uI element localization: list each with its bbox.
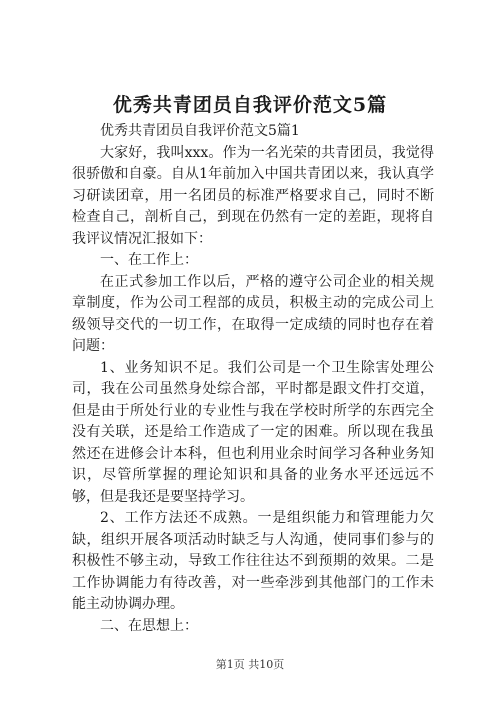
work-paragraph: 在正式参加工作以后，严格的遵守公司企业的相关规章制度，作为公司工程部的成员，积极主动的完成公司上级领导交代的一切工作，在取得一定成绩的同时也存在着问题： bbox=[72, 273, 434, 354]
point-1-paragraph: 1、业务知识不足。我们公司是一个卫生除害处理公司，我在公司虽然身处综合部，平时都是跟文件打交道，但是由于所处行业的专业性与我在学校时所学的东西完全没有关联，还是给工作造成了一定的困难。所以现在我虽然还在进修会计本科，但也利用业余时间学习各种业务知识，尽管所掌握的理论知识和具备的业务水平还远远不够，但是我还是要坚持学习。 bbox=[72, 359, 434, 505]
point-2-paragraph: 2、工作方法还不成熟。一是组织能力和管理能力欠缺，组织开展各项活动时缺乏与人沟通，使同事们参与的积极性不够主动，导致工作往往达不到预期的效果。二是工作协调能力有待改善，对一些牵涉到其他部门的工作未能主动协调办理。 bbox=[72, 510, 434, 612]
section-heading-thought: 二、在思想上： bbox=[100, 617, 198, 634]
page-footer: 第1页 共10页 bbox=[215, 658, 285, 671]
intro-paragraph: 大家好，我叫xxx。作为一名光荣的共青团员，我觉得很骄傲和自豪。自从1年前加入中国共青团以来，我认真学习研读团章，用一名团员的标准严格要求自己，同时不断检查自己，剖析自己，到现在仍然有一定的差距，现将自我评议情况汇报如下： bbox=[72, 144, 434, 247]
document-body bbox=[72, 121, 434, 637]
section-heading-work: 一、在工作上： bbox=[100, 252, 198, 268]
subtitle-paragraph: 优秀共青团员自我评价范文5篇1 bbox=[100, 123, 300, 139]
document-title: 优秀共青团员自我评价范文5篇 bbox=[112, 94, 388, 116]
